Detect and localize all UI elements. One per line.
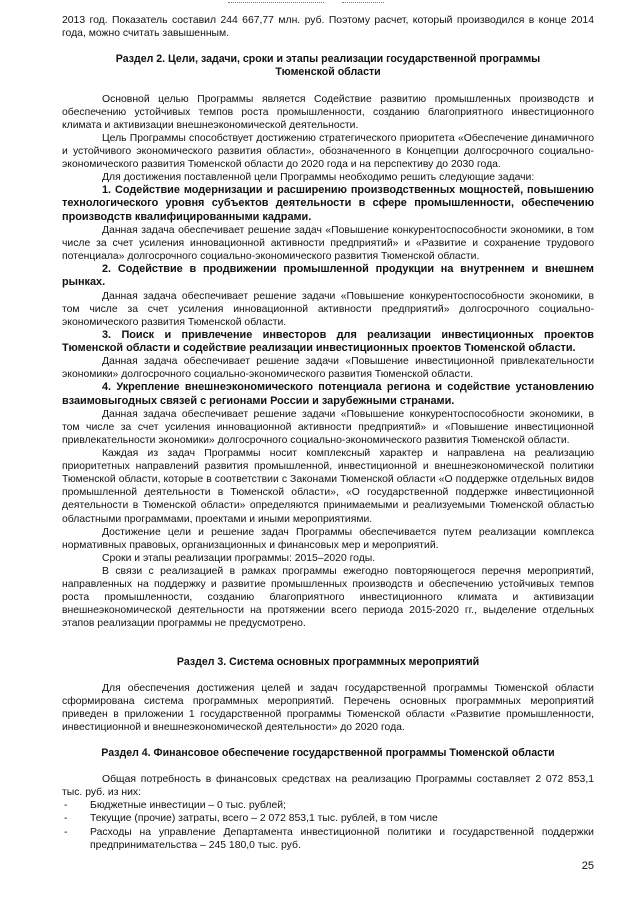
paragraph: Каждая из задач Программы носит комплексный характер и направлена на реализацию приоритетных направлений развития промышленной, инвестиционной и внешнеэкономической политики Тюменской области, которые в соответствии с Законами Тюменской области «О поддержке отдельных видов промышленной деятельности в Тюменской области», «О государственной поддержке инвестиционной деятельности в Тюменской области» определяются принимаемыми и реализуемыми Тюменской областью областными программами, проектами и иными мероприятиями. bbox=[62, 448, 594, 525]
list-item: - Текущие (прочие) затраты, всего – 2 072 853,1 тыс. рублей, в том числе bbox=[62, 812, 594, 825]
paragraph: Сроки и этапы реализации программы: 2015–2020 годы. bbox=[102, 552, 376, 564]
list-item: - Бюджетные инвестиции – 0 тыс. рублей; bbox=[62, 799, 594, 812]
paragraph: Для достижения поставленной цели Программы необходимо решить следующие задачи: bbox=[102, 172, 535, 184]
task-3-text: Данная задача обеспечивает решение задачи «Повышение инвестиционной привлекательности экономики» долгосрочного социально-экономического развития Тюменской области. bbox=[62, 356, 594, 381]
task-2: 2. Содействие в продвижении промышленной продукции на внутреннем и внешнем рынках. bbox=[62, 263, 594, 289]
page-number: 25 bbox=[581, 860, 594, 872]
task-4-text: Данная задача обеспечивает решение задачи «Повышение конкурентоспособности экономики, в том числе за счет усиления инновационной активности предприятий» и «Повышение инвестиционной привлекательности экономики» долгосрочного социально-экономического развития Тюменской области. bbox=[62, 408, 594, 447]
scan-mark bbox=[228, 2, 324, 3]
paragraph: Для обеспечения достижения целей и задач государственной программы Тюменской области сформирована система программных мероприятий. Перечень основных программных мероприятий приведен в приложении 1 государственной программы Тюменской области «Развитие промышленности, инвестиционной и внешнеэкономической деятельности» до 2020 года. bbox=[62, 682, 594, 733]
task-2-text: Данная задача обеспечивает решение задачи «Повышение конкурентоспособности экономики, в том числе за счет усиления инновационной активности предприятий» долгосрочного социально-экономического развития Тюменской области. bbox=[62, 290, 594, 328]
section-3-heading: Раздел 3. Система основных программных мероприятий bbox=[176, 656, 480, 669]
paragraph: Общая потребность в финансовых средствах на реализацию Программы составляет 2 072 853,1 тыс. руб. из них: bbox=[62, 774, 594, 799]
task-1-text: Данная задача обеспечивает решение задач «Повышение конкурентоспособности экономики, в том числе за счет усиления инновационной активности предприятий» и «Развитие и сохранение трудового потенциала» долгосрочного социально-экономического развития Тюменской области. bbox=[62, 224, 594, 263]
task-4: 4. Укрепление внешнеэкономического потенциала региона и содействие установлению взаимовыгодных связей с регионами России и зарубежными странами. bbox=[62, 381, 594, 407]
paragraph: В связи с реализацией в рамках программы ежегодно повторяющегося перечня мероприятий, направленных на поддержку и развитие промышленных производств и обеспечению устойчивых темпов роста промышленности, созданию благоприятного инвестиционного климата и активизации внешнеэкономической деятельности на протяжении всего периода 2015-2020 гг., выделение отдельных этапов реализации программы не предусмотрено. bbox=[62, 565, 594, 630]
task-3: 3. Поиск и привлечение инвесторов для реализации инвестиционных проектов Тюменской области и содействие реализации инвестиционных проектов Тюменской области. bbox=[62, 328, 594, 355]
intro-paragraph: 2013 год. Показатель составил 244 667,77 млн. руб. Поэтому расчет, который производился в конце 2014 года, можно считать завышенным. bbox=[62, 15, 594, 40]
funding-list bbox=[62, 799, 594, 851]
scan-mark bbox=[342, 2, 384, 3]
paragraph: Достижение цели и решение задач Программы обеспечивается путем реализации комплекса нормативных правовых, организационных и финансовых мер и мероприятий. bbox=[62, 526, 594, 551]
section-2-heading: Раздел 2. Цели, задачи, сроки и этапы реализации государственной программы Тюменской области bbox=[115, 53, 541, 79]
paragraph: Цель Программы способствует достижению стратегического приоритета «Обеспечение динамичного и устойчивого экономического развития области», обозначенного в Концепции долгосрочного социально-экономического развития Тюменской области до 2020 года и на перспективу до 2030 года. bbox=[62, 132, 594, 171]
paragraph: Основной целью Программы является Содействие развитию промышленных производств и обеспечению устойчивых темпов роста промышленности, созданию благоприятного инвестиционного климата и активизации внешнеэкономической деятельности. bbox=[62, 93, 594, 131]
section-4-heading: Раздел 4. Финансовое обеспечение государственной программы Тюменской области bbox=[101, 747, 555, 759]
list-item: - Расходы на управление Департамента инвестиционной политики и государственной поддержки предпринимательства – 245 180,0 тыс. руб. bbox=[62, 826, 594, 852]
task-1: 1. Содействие модернизации и расширению производственных мощностей, повышению технологического уровня субъектов деятельности в сфере промышленности, обеспечению производств квалифицированными кадрами. bbox=[62, 184, 594, 223]
